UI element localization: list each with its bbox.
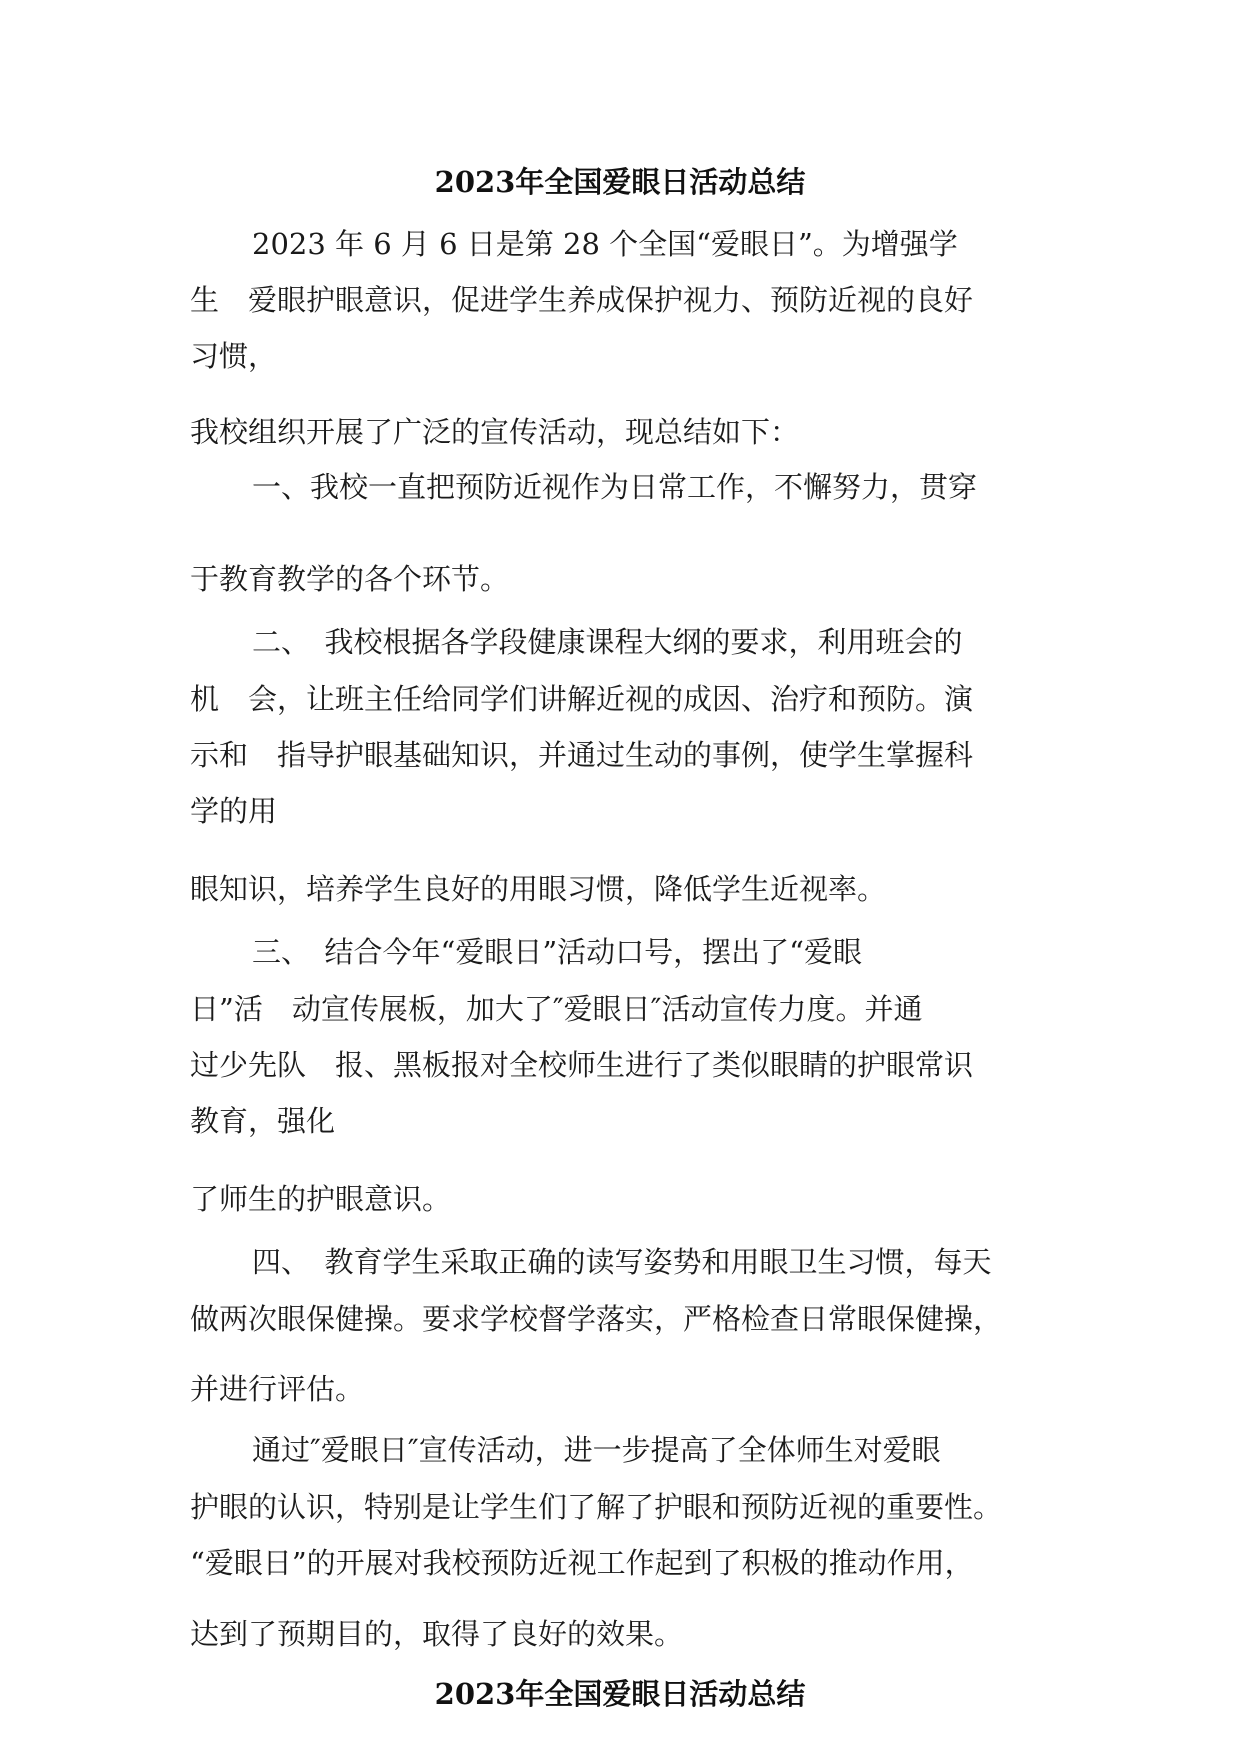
paragraph-line: 一、我校一直把预防近视作为日常工作，不懈努力，贯穿 [252, 470, 978, 504]
next-page-title: 2023年全国爱眼日活动总结 [434, 1677, 806, 1711]
paragraph-line: 教育，强化 [190, 1104, 336, 1138]
paragraph-line: 学的用 [190, 794, 278, 828]
paragraph-line: 眼知识，培养学生良好的用眼习惯，降低学生近视率。 [190, 872, 887, 906]
paragraph-line: 护眼的认识，特别是让学生们了解了护眼和预防近视的重要性。 [190, 1490, 1003, 1524]
paragraph-line: 三、 结合今年“爱眼日”活动口号，摆出了“爱眼 [252, 935, 862, 969]
paragraph-line: 过少先队 报、黑板报对全校师生进行了类似眼睛的护眼常识 [190, 1048, 974, 1082]
paragraph-line: 了师生的护眼意识。 [190, 1182, 452, 1216]
paragraph-line: 并进行评估。 [190, 1372, 365, 1406]
paragraph-line: 2023 年 6 月 6 日是第 28 个全国“爱眼日”。为增强学 [252, 227, 958, 261]
paragraph-line: 日”活 动宣传展板，加大了″爱眼日″活动宣传力度。并通 [190, 992, 923, 1026]
document-title: 2023年全国爱眼日活动总结 [434, 165, 806, 199]
paragraph-line: 我校组织开展了广泛的宣传活动，现总结如下： [190, 415, 800, 449]
paragraph-line: 做两次眼保健操。要求学校督学落实，严格检查日常眼保健操， [190, 1302, 1003, 1336]
paragraph-line: 通过″爱眼日″宣传活动，进一步提高了全体师生对爱眼 [252, 1433, 941, 1467]
paragraph-line: 四、 教育学生采取正确的读写姿势和用眼卫生习惯，每天 [252, 1245, 992, 1279]
paragraph-line: 生 爱眼护眼意识，促进学生养成保护视力、预防近视的良好 [190, 283, 974, 317]
paragraph-line: 达到了预期目的，取得了良好的效果。 [190, 1617, 684, 1651]
paragraph-line: 二、 我校根据各学段健康课程大纲的要求，利用班会的 [252, 625, 963, 659]
paragraph-line: 于教育教学的各个环节。 [190, 562, 510, 596]
paragraph-line: 机 会，让班主任给同学们讲解近视的成因、治疗和预防。演 [190, 682, 974, 716]
paragraph-line: “爱眼日”的开展对我校预防近视工作起到了积极的推动作用， [190, 1546, 974, 1580]
paragraph-line: 示和 指导护眼基础知识，并通过生动的事例，使学生掌握科 [190, 738, 974, 772]
paragraph-line: 习惯， [190, 339, 278, 373]
